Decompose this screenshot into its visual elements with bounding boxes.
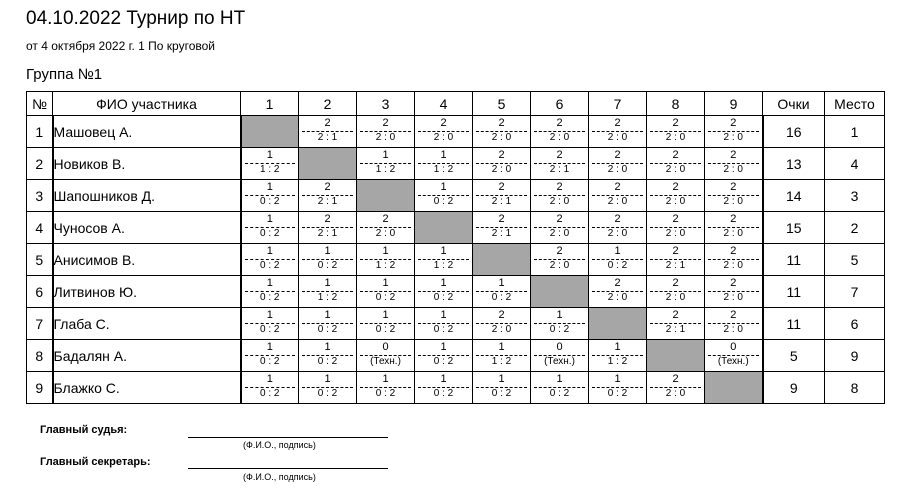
score-cell — [647, 276, 705, 308]
participant-name: Анисимов В. — [53, 244, 241, 276]
score-cell — [705, 308, 763, 340]
col-header-7: 7 — [589, 92, 647, 116]
score-cell — [415, 308, 473, 340]
match-score: 2 : 1 — [317, 228, 338, 239]
score-cell — [705, 180, 763, 212]
group-title: Группа №1 — [26, 66, 103, 83]
match-points: 2 — [672, 309, 679, 321]
match-score: 0 : 2 — [260, 356, 280, 367]
match-points: 1 — [440, 309, 447, 321]
self-cell — [241, 116, 299, 148]
match-score: 2 : 0 — [665, 292, 686, 303]
score-cell — [299, 212, 357, 244]
score-cell — [705, 116, 763, 148]
match-score: 0 : 2 — [375, 324, 396, 335]
match-score: 1 : 2 — [491, 356, 512, 367]
participant-points: 5 — [763, 340, 825, 372]
score-cell — [647, 212, 705, 244]
table-row — [27, 212, 885, 244]
col-header-3: 3 — [357, 92, 415, 116]
col-header-6: 6 — [531, 92, 589, 116]
match-points: 2 — [556, 117, 563, 129]
match-score: 0 : 2 — [317, 388, 338, 399]
match-points: 1 — [440, 373, 447, 385]
match-points: 2 — [672, 213, 679, 225]
match-points: 2 — [324, 181, 331, 193]
match-points: 2 — [382, 213, 389, 225]
match-score: 2 : 0 — [375, 228, 396, 239]
score-cell — [705, 148, 763, 180]
score-cell — [415, 180, 473, 212]
match-points: 2 — [672, 277, 679, 289]
score-cell — [531, 180, 589, 212]
table-row — [27, 148, 885, 180]
score-cell — [299, 276, 357, 308]
match-score: 2 : 0 — [723, 196, 743, 207]
self-cell — [705, 372, 763, 404]
participant-points: 14 — [763, 180, 825, 212]
self-cell — [415, 212, 473, 244]
match-points: 1 — [498, 373, 505, 385]
match-score: 2 : 0 — [549, 228, 570, 239]
match-score: 2 : 0 — [549, 196, 570, 207]
match-score: 2 : 0 — [607, 292, 628, 303]
col-header-5: 5 — [473, 92, 531, 116]
match-points: 1 — [266, 309, 273, 321]
table-row — [27, 244, 885, 276]
score-cell — [299, 244, 357, 276]
participant-name: Блажко С. — [53, 372, 241, 404]
match-points: 2 — [556, 213, 563, 225]
match-score: 0 : 2 — [491, 292, 512, 303]
match-score: 1 : 2 — [375, 164, 396, 175]
score-cell — [531, 148, 589, 180]
score-cell — [473, 340, 531, 372]
participant-name: Чуносов А. — [53, 212, 241, 244]
score-cell — [531, 116, 589, 148]
participant-place: 9 — [825, 340, 885, 372]
match-points: 2 — [672, 181, 679, 193]
match-score: 1 : 2 — [433, 164, 454, 175]
score-cell — [531, 212, 589, 244]
participant-place: 5 — [825, 244, 885, 276]
col-header-8: 8 — [647, 92, 705, 116]
match-points: 1 — [382, 373, 389, 385]
match-points: 1 — [440, 341, 447, 353]
judge-hint: (Ф.И.О., подпись) — [243, 440, 316, 450]
score-cell — [241, 180, 299, 212]
participant-points: 16 — [763, 116, 825, 148]
score-cell — [705, 212, 763, 244]
table-row — [27, 116, 885, 148]
match-points: 1 — [324, 309, 331, 321]
match-score: 2 : 0 — [723, 164, 743, 175]
match-points: 1 — [324, 341, 331, 353]
match-points: 1 — [556, 309, 563, 321]
match-score: 0 : 2 — [260, 324, 280, 335]
score-cell — [357, 340, 415, 372]
match-points: 1 — [266, 245, 273, 257]
score-cell — [473, 116, 531, 148]
score-cell — [589, 276, 647, 308]
match-points: 1 — [440, 149, 447, 161]
participant-name: Машовец А. — [53, 116, 241, 148]
score-cell — [241, 308, 299, 340]
score-cell — [299, 116, 357, 148]
score-cell — [415, 340, 473, 372]
match-score: 2 : 1 — [491, 228, 512, 239]
score-cell — [589, 180, 647, 212]
participant-number: 2 — [27, 148, 53, 180]
participant-points: 11 — [763, 308, 825, 340]
match-score: 2 : 1 — [665, 324, 686, 335]
score-cell — [473, 372, 531, 404]
match-score: 2 : 0 — [433, 132, 454, 143]
score-cell — [357, 212, 415, 244]
match-score: 2 : 0 — [607, 196, 628, 207]
match-score: 0 : 2 — [433, 324, 454, 335]
participant-number: 8 — [27, 340, 53, 372]
match-points: 2 — [440, 117, 447, 129]
score-cell — [647, 116, 705, 148]
score-cell — [299, 180, 357, 212]
score-cell — [531, 340, 589, 372]
match-points: 2 — [498, 117, 505, 129]
match-points: 2 — [556, 149, 563, 161]
score-cell — [415, 372, 473, 404]
score-cell — [415, 116, 473, 148]
participant-number: 3 — [27, 180, 53, 212]
score-cell — [589, 372, 647, 404]
match-points: 2 — [614, 213, 621, 225]
score-cell — [647, 148, 705, 180]
participant-number: 4 — [27, 212, 53, 244]
match-score: 2 : 0 — [665, 164, 686, 175]
participant-place: 6 — [825, 308, 885, 340]
match-score: 2 : 0 — [723, 228, 743, 239]
match-score: 0 : 2 — [433, 388, 454, 399]
self-cell — [357, 180, 415, 212]
match-points: 1 — [382, 149, 389, 161]
participant-name: Новиков В. — [53, 148, 241, 180]
match-score: (Техн.) — [370, 356, 401, 367]
participant-number: 5 — [27, 244, 53, 276]
score-cell — [357, 244, 415, 276]
match-points: 2 — [672, 373, 679, 385]
table-row — [27, 308, 885, 340]
match-points: 2 — [614, 277, 621, 289]
self-cell — [299, 148, 357, 180]
match-score: 2 : 0 — [491, 324, 512, 335]
match-score: 2 : 0 — [665, 132, 686, 143]
page-title: 04.10.2022 Турнир по НТ — [26, 8, 246, 29]
participant-name: Глаба С. — [53, 308, 241, 340]
match-points: 1 — [440, 181, 447, 193]
score-cell — [589, 148, 647, 180]
match-points: 2 — [614, 149, 621, 161]
col-header-4: 4 — [415, 92, 473, 116]
match-points: 2 — [498, 309, 505, 321]
match-points: 1 — [382, 277, 389, 289]
secretary-signature-line — [188, 468, 388, 469]
match-points: 2 — [324, 213, 331, 225]
participant-points: 11 — [763, 276, 825, 308]
match-score: 1 : 2 — [433, 260, 454, 271]
col-header-9: 9 — [705, 92, 763, 116]
score-cell — [299, 372, 357, 404]
match-score: 0 : 2 — [260, 260, 280, 271]
score-cell — [473, 308, 531, 340]
participant-number: 9 — [27, 372, 53, 404]
score-cell — [589, 116, 647, 148]
participant-number: 1 — [27, 116, 53, 148]
score-cell — [531, 308, 589, 340]
score-cell — [241, 276, 299, 308]
col-header-num: № — [27, 92, 53, 116]
self-cell — [589, 308, 647, 340]
match-points: 2 — [498, 149, 505, 161]
score-cell — [647, 372, 705, 404]
match-score: (Техн.) — [544, 356, 575, 367]
match-score: 2 : 0 — [491, 164, 512, 175]
match-score: 0 : 2 — [260, 228, 280, 239]
score-cell — [299, 308, 357, 340]
score-cell — [241, 372, 299, 404]
score-cell — [589, 340, 647, 372]
participant-number: 7 — [27, 308, 53, 340]
match-points: 2 — [730, 149, 737, 161]
participant-place: 3 — [825, 180, 885, 212]
participant-place: 1 — [825, 116, 885, 148]
score-cell — [473, 212, 531, 244]
participant-place: 2 — [825, 212, 885, 244]
match-score: 0 : 2 — [317, 356, 338, 367]
score-cell — [241, 244, 299, 276]
match-points: 1 — [440, 277, 447, 289]
match-score: 0 : 2 — [607, 260, 628, 271]
match-score: 2 : 0 — [549, 132, 570, 143]
score-cell — [705, 276, 763, 308]
participant-name: Шапошников Д. — [53, 180, 241, 212]
score-cell — [357, 276, 415, 308]
match-score: 2 : 0 — [607, 228, 628, 239]
match-score: 2 : 0 — [665, 388, 686, 399]
score-cell — [357, 308, 415, 340]
score-cell — [241, 212, 299, 244]
participant-points: 9 — [763, 372, 825, 404]
match-points: 2 — [730, 117, 737, 129]
match-points: 1 — [614, 245, 621, 257]
score-cell — [357, 372, 415, 404]
judge-label: Главный судья: — [40, 424, 128, 436]
match-points: 2 — [614, 117, 621, 129]
participant-points: 13 — [763, 148, 825, 180]
score-cell — [705, 244, 763, 276]
match-score: 1 : 2 — [260, 164, 280, 175]
participant-place: 4 — [825, 148, 885, 180]
score-cell — [241, 148, 299, 180]
score-cell — [357, 148, 415, 180]
match-score: 2 : 0 — [607, 164, 628, 175]
match-score: 0 : 2 — [260, 292, 280, 303]
match-score: 0 : 2 — [549, 388, 570, 399]
table-row — [27, 340, 885, 372]
match-score: 2 : 0 — [723, 324, 743, 335]
table-header-row — [27, 92, 885, 116]
match-points: 1 — [266, 213, 273, 225]
match-points: 1 — [266, 277, 273, 289]
col-header-points: Очки — [763, 92, 825, 116]
match-score: 0 : 2 — [375, 388, 396, 399]
match-points: 2 — [730, 213, 737, 225]
score-cell — [473, 180, 531, 212]
match-points: 1 — [498, 341, 505, 353]
match-points: 2 — [672, 149, 679, 161]
match-points: 1 — [556, 373, 563, 385]
participant-name: Литвинов Ю. — [53, 276, 241, 308]
match-points: 2 — [498, 181, 505, 193]
score-cell — [589, 244, 647, 276]
match-points: 1 — [498, 277, 505, 289]
match-points: 2 — [730, 309, 737, 321]
table-row — [27, 180, 885, 212]
score-cell — [589, 212, 647, 244]
match-points: 0 — [556, 341, 563, 353]
score-cell — [415, 276, 473, 308]
participant-points: 11 — [763, 244, 825, 276]
score-cell — [241, 340, 299, 372]
score-cell — [473, 148, 531, 180]
results-table — [26, 91, 885, 404]
match-points: 2 — [730, 245, 737, 257]
match-points: 1 — [614, 341, 621, 353]
match-points: 2 — [730, 181, 737, 193]
match-points: 1 — [266, 181, 273, 193]
match-points: 2 — [556, 181, 563, 193]
match-points: 1 — [324, 245, 331, 257]
match-score: 2 : 0 — [665, 196, 686, 207]
match-points: 2 — [498, 213, 505, 225]
secretary-hint: (Ф.И.О., подпись) — [243, 472, 316, 482]
match-score: 0 : 2 — [375, 292, 396, 303]
match-points: 1 — [266, 341, 273, 353]
match-points: 2 — [324, 117, 331, 129]
self-cell — [531, 276, 589, 308]
participant-place: 7 — [825, 276, 885, 308]
match-score: 2 : 0 — [375, 132, 396, 143]
col-header-1: 1 — [241, 92, 299, 116]
match-score: 2 : 0 — [549, 260, 570, 271]
match-points: 1 — [382, 309, 389, 321]
secretary-label: Главный секретарь: — [40, 456, 151, 468]
match-score: 0 : 2 — [491, 388, 512, 399]
match-score: 0 : 2 — [607, 388, 628, 399]
match-score: 0 : 2 — [260, 196, 280, 207]
match-score: 2 : 0 — [723, 132, 743, 143]
match-points: 1 — [382, 245, 389, 257]
match-score: 0 : 2 — [260, 388, 280, 399]
participant-name: Бадалян А. — [53, 340, 241, 372]
match-points: 1 — [324, 277, 331, 289]
match-score: 2 : 0 — [723, 292, 743, 303]
match-score: 0 : 2 — [549, 324, 570, 335]
page-subtitle: от 4 октября 2022 г. 1 По круговой — [26, 39, 215, 53]
match-points: 2 — [672, 117, 679, 129]
match-points: 1 — [266, 373, 273, 385]
match-score: 1 : 2 — [607, 356, 628, 367]
participant-number: 6 — [27, 276, 53, 308]
match-score: 0 : 2 — [317, 324, 338, 335]
score-cell — [473, 276, 531, 308]
match-points: 2 — [382, 117, 389, 129]
match-points: 2 — [730, 277, 737, 289]
match-score: 0 : 2 — [433, 292, 454, 303]
judge-signature-line — [188, 437, 388, 438]
match-score: 2 : 1 — [549, 164, 570, 175]
score-cell — [531, 244, 589, 276]
score-cell — [647, 308, 705, 340]
match-score: 2 : 1 — [665, 260, 686, 271]
match-score: 0 : 2 — [317, 260, 338, 271]
match-score: 0 : 2 — [433, 196, 454, 207]
match-points: 1 — [440, 245, 447, 257]
score-cell — [415, 244, 473, 276]
match-points: 2 — [672, 245, 679, 257]
col-header-place: Место — [825, 92, 885, 116]
score-cell — [647, 244, 705, 276]
match-score: 2 : 1 — [317, 132, 338, 143]
score-cell — [705, 340, 763, 372]
score-cell — [357, 116, 415, 148]
table-row — [27, 276, 885, 308]
score-cell — [415, 148, 473, 180]
self-cell — [473, 244, 531, 276]
match-score: 0 : 2 — [433, 356, 454, 367]
match-score: 2 : 0 — [665, 228, 686, 239]
col-header-name: ФИО участника — [53, 92, 241, 116]
match-score: 2 : 1 — [491, 196, 512, 207]
match-points: 1 — [614, 373, 621, 385]
match-points: 1 — [324, 373, 331, 385]
match-points: 2 — [556, 245, 563, 257]
match-points: 1 — [266, 149, 273, 161]
score-cell — [647, 180, 705, 212]
participant-place: 8 — [825, 372, 885, 404]
match-score: 2 : 0 — [491, 132, 512, 143]
match-points: 0 — [382, 341, 389, 353]
col-header-2: 2 — [299, 92, 357, 116]
self-cell — [647, 340, 705, 372]
match-score: 2 : 1 — [317, 196, 338, 207]
table-row — [27, 372, 885, 404]
score-cell — [299, 340, 357, 372]
match-score: (Техн.) — [717, 356, 749, 367]
match-score: 2 : 0 — [607, 132, 628, 143]
match-score: 1 : 2 — [317, 292, 338, 303]
match-points: 0 — [730, 341, 737, 353]
score-cell — [531, 372, 589, 404]
participant-points: 15 — [763, 212, 825, 244]
match-points: 2 — [614, 181, 621, 193]
match-score: 1 : 2 — [375, 260, 396, 271]
match-score: 2 : 0 — [723, 260, 743, 271]
